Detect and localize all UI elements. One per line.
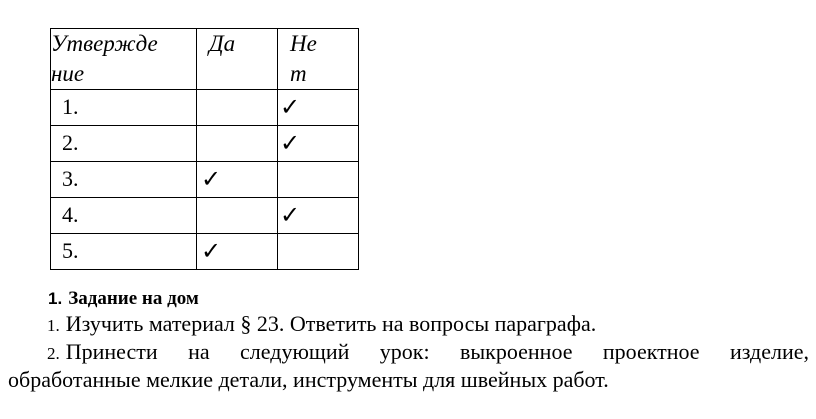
row-label: 5.	[51, 234, 197, 270]
no-cell	[278, 162, 359, 198]
homework-task-2-continuation: обработанные мелкие детали, инструменты для швейных работ.	[8, 367, 609, 392]
task-text: Изучить материал § 23. Ответить на вопросы параграфа.	[65, 311, 597, 336]
homework-task-1	[47, 310, 596, 340]
checkmark-icon: ✓	[201, 237, 222, 265]
homework-title: Задание на дом	[68, 288, 199, 309]
no-cell	[278, 198, 359, 234]
row-label: 1.	[51, 90, 197, 126]
table-row	[51, 162, 359, 198]
header-yes-text: Да	[209, 31, 236, 56]
table-row	[51, 234, 359, 270]
homework-task-2	[47, 338, 809, 368]
yes-cell	[197, 198, 278, 234]
row-label: 2.	[51, 126, 197, 162]
answers-table	[50, 28, 359, 270]
yes-cell	[197, 234, 278, 270]
row-label: 3.	[51, 162, 197, 198]
table-row	[51, 198, 359, 234]
header-yes	[197, 29, 278, 90]
task-text: Принести на следующий урок: выкроенное проектное изделие,	[65, 339, 809, 364]
no-cell	[278, 234, 359, 270]
task-number: 1.	[47, 316, 60, 335]
header-statement	[51, 29, 197, 90]
homework-heading	[48, 288, 199, 310]
yes-cell	[197, 90, 278, 126]
table-row	[51, 126, 359, 162]
row-label: 4.	[51, 198, 197, 234]
checkmark-icon: ✓	[280, 129, 301, 157]
yes-cell	[197, 126, 278, 162]
table-row	[51, 90, 359, 126]
header-statement-text: Утвержде ние	[51, 31, 158, 86]
yes-cell	[197, 162, 278, 198]
no-cell	[278, 90, 359, 126]
checkmark-icon: ✓	[280, 201, 301, 229]
header-no-text: Не т	[290, 31, 317, 86]
checkmark-icon: ✓	[201, 165, 222, 193]
task-number: 2.	[47, 344, 60, 363]
homework-number: 1.	[48, 289, 63, 308]
checkmark-icon: ✓	[280, 93, 301, 121]
header-no	[278, 29, 359, 90]
table-header-row	[51, 29, 359, 90]
no-cell	[278, 126, 359, 162]
